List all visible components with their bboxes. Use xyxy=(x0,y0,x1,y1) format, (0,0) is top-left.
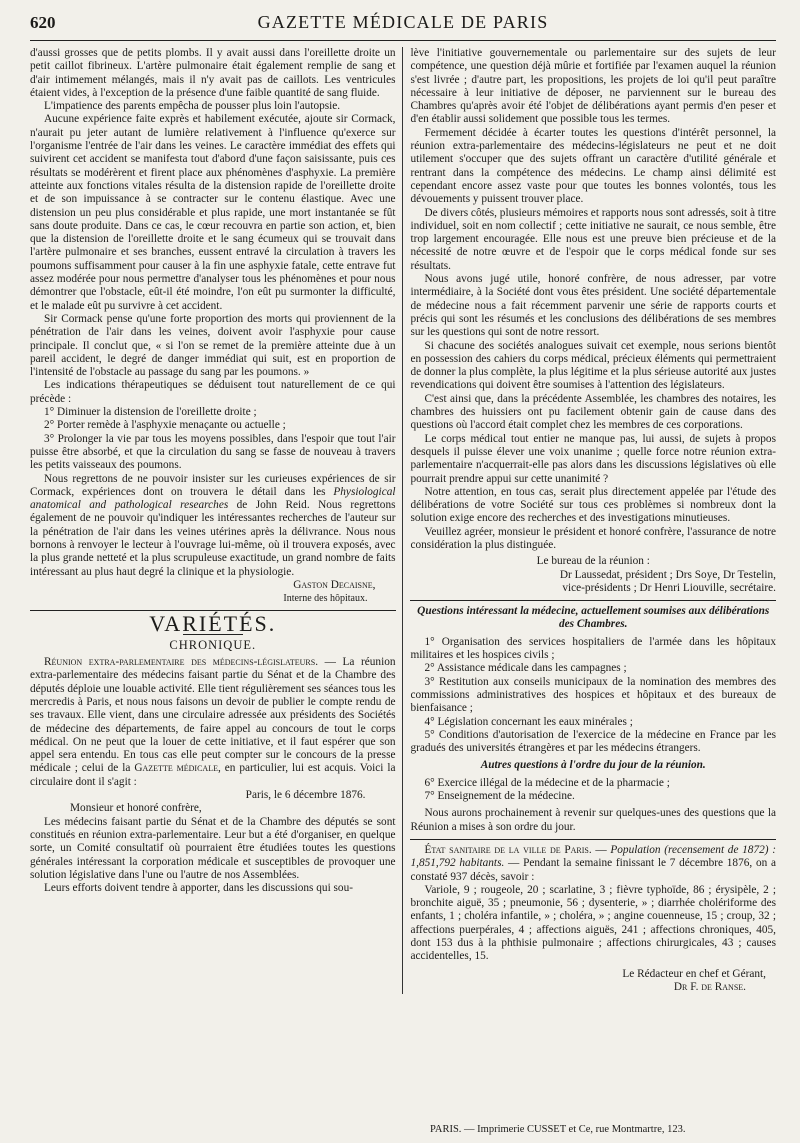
bureau-line: vice-présidents ; Dr Henri Liouville, secrétaire. xyxy=(562,581,776,594)
bureau-heading: Le bureau de la réunion : xyxy=(536,555,650,568)
etat-population: Population (recensement de 1872) : 1,851,792 habitants. xyxy=(410,843,776,870)
etat-title: État sanitaire de la ville de Paris. — xyxy=(424,843,607,856)
bureau-line: Dr Laussedat, président ; Drs Soye, Dr Testelin, xyxy=(559,568,776,581)
etat-list: Variole, 9 ; rougeole, 20 ; scarlatine, 3 ; fièvre typhoïde, 86 ; érysipèle, 2 ; bronchite aiguë, 35 ; pneumonie, 56 ; dysenterie, » ; diarrhée cholériforme des enfants, 1 ; choléra infantile, » ; choléra, » ; angine couenneuse, 15 ; croup, 32 ; affections puerpérales, 4 ; affections aiguës, 241 ; affections chroniques, 405, dont 153 dus à la phthisie pulmonaire ; affections chirurgicales, 43 ; causes accidentelles, 15. xyxy=(410,883,776,963)
regret-text-1: Nous regrettons de ne pouvoir insister sur les curieuses expériences de sir Cormack, expériences dont on trouvera le détail dans les xyxy=(30,472,396,498)
reunion-title: Réunion extra-parlementaire des médecins-législateurs. — xyxy=(44,656,336,669)
page-header xyxy=(30,12,776,41)
list-item: 2° Porter remède à l'asphyxie menaçante ou actuelle ; xyxy=(44,419,286,432)
paragraph: De divers côtés, plusieurs mémoires et rapports nous sont adressés, soit à titre individuel, soit en nom collectif ; cette initiative ne saurait, ce nous semble, être trop largement encouragée. Elle nous est une preuve bien précieuse et de la nécessité de notre œuvre et de l'espoir que le corps médical fonde sur ses résultats. xyxy=(410,206,776,272)
paragraph: Si chacune des sociétés analogues suivait cet exemple, nous serions bientôt en possession des cahiers du corps médical, précieux éléments qui permettraient de donner la plus complète, la plus légitime et la plus sérieuse autorité aux justes revendications qui doivent être soumises à l'attention des législateurs. xyxy=(410,339,776,392)
section-subtitle-chronique: CHRONIQUE. xyxy=(169,637,257,652)
journal-title: GAZETTE MÉDICALE DE PARIS xyxy=(257,12,549,32)
question-item: 5° Conditions d'autorisation de l'exercice de la médecine en France par les gradués des universités étrangères et par les médecins étrangers. xyxy=(410,728,776,755)
section-title-varietes: VARIÉTÉS. xyxy=(149,611,277,637)
right-column xyxy=(410,47,776,994)
questions-title: Questions intéressant la médecine, actuellement soumises aux délibérations des Chambres. xyxy=(417,605,770,631)
imprint: PARIS. — Imprimerie CUSSET et Ce, rue Montmartre, 123. xyxy=(430,1124,686,1135)
left-column xyxy=(30,47,396,994)
etat-text: — Pendant la semaine finissant le 7 décembre 1876, on a constaté 937 décès, savoir : xyxy=(410,857,776,883)
paragraph: Nous avons jugé utile, honoré confrère, de nous adresser, par votre intermédiaire, à la Société dont vous êtes président. Une société départementale de médecine nous a fait récemment parvenir une série de rapports courts et précis qui sont les résumés et les conclusions des délibérations de ses membres sur les questions qui sont de notre ressort. xyxy=(410,273,776,339)
section-divider xyxy=(410,839,776,840)
letter-paragraph: Leurs efforts doivent tendre à apporter, dans les discussions qui sou- xyxy=(44,882,353,895)
gazette-name: Gazette médicale xyxy=(134,762,218,775)
question-item: 3° Restitution aux conseils municipaux de la nomination des membres des commissions administratives des hospices et hôpitaux et des bureaux de bienfaisance ; xyxy=(410,675,776,715)
paragraph: Aucune expérience faite exprès et habilement exécutée, ajoute sir Cormack, n'aurait pu jeter autant de lumière relativement à l'influence qu'exerce sur l'organisme l'entrée de l'air dans les veines. Le caractère immédiat des effets qui suivirent cet accident se manifesta tout d'abord d'une façon saisissante, puis ces résultats se modérèrent et firent place aux phénomènes d'asphyxie. La première atteinte aux fonctions vitales résulta de la distension rapide de l'oreillette droite et de son impuissance à se contracter sur le contenu élastique. Avec une distension un peu plus considérable et plus rapide, une mort instantanée se fût sans doute produite. Dans ce cas, le cœur recouvra en partie son action, et, bien que la distension de l'oreillette droite et le sang écumeux qui se trouvait dans l'artère pulmonaire et ses branches, eussent entravé la circulation à travers les poumons suffisamment pour causer à la fin une asphyxie fatale, cette entrave fut assez modérée pour nous permettre d'analyser tous les phénomènes et pour nous démontrer que l'obstacle, eût-il été moindre, l'on eût pu surmonter la difficulté, et le malade eût pu survivre à cet accident. xyxy=(30,113,396,312)
closing-paragraph: Nous aurons prochainement à revenir sur quelques-unes des questions que la Réunion a mises à son ordre du jour. xyxy=(410,807,776,833)
question-item: 1° Organisation des services hospitaliers de l'armée dans les hôpitaux militaires et les hospices civils ; xyxy=(410,635,776,662)
editor-name: Dr F. de Ranse. xyxy=(673,980,746,993)
list-item: 3° Prolonger la vie par tous les moyens possibles, dans l'espoir que tout l'air puisse être absorbé, et que la circulation du sang se fasse de nouveau à travers les petits vaisseaux des poumons. xyxy=(30,432,396,472)
editor-line: Le Rédacteur en chef et Gérant, xyxy=(622,967,766,980)
paragraph: Les indications thérapeutiques se déduisent tout naturellement de ce qui précède : xyxy=(30,379,396,405)
list-item: 1° Diminuer la distension de l'oreillette droite ; xyxy=(44,406,257,419)
signature: Gaston Decaisne, xyxy=(293,578,376,591)
question-item: 7° Enseignement de la médecine. xyxy=(424,790,575,803)
column-divider xyxy=(402,47,403,994)
letter-salutation: Monsieur et honoré confrère, xyxy=(70,802,202,815)
paragraph: Le corps médical tout entier ne manque pas, lui aussi, de sujets à propos desquels il puisse élever une voix unanime ; quelle force notre réunion extra-parlementaire n'acquerrait-elle pas alors dans les discussions législatives où elle pourrait prendre appui sur cette unanimité ? xyxy=(410,432,776,485)
signature-role: Interne des hôpitaux. xyxy=(283,593,368,605)
etat-paragraph xyxy=(410,844,776,884)
columns xyxy=(30,47,776,994)
reunion-paragraph xyxy=(30,656,396,789)
regret-text-2: de John Reid. Nous regrettons également de ne pouvoir qu'indiquer les intéressantes recherches de l'auteur sur la pénétration de l'air dans les veines utérines après la délivrance. Nous nous bornons à renvoyer le lecteur à l'ouvrage lui-même, où il trouvera exposés, avec la plus grande netteté et la plus scrupuleuse exactitude, un grand nombre de faits intéressant au plus haut degré la clinique et la physiologie. xyxy=(30,499,396,578)
paragraph: Fermement décidée à écarter toutes les questions d'intérêt personnel, la réunion extra-parlementaire des médecins-législateurs ne peut et ne doit utilement s'occuper que des sujets offrant un caractère d'utilité générale et rentrant dans la compétence des médecins. Le champ ainsi délimité est cependant encore assez vaste pour que toutes les bonnes volontés, tous les dévouements y puissent trouver place. xyxy=(410,126,776,206)
paragraph: L'impatience des parents empêcha de pousser plus loin l'autopsie. xyxy=(44,100,341,113)
book-title: Physiological anatomical and pathological researches xyxy=(30,485,396,512)
page-number: 620 xyxy=(30,13,56,32)
paragraph: C'est ainsi que, dans la précédente Assemblée, les chambres des notaires, les chambres des huissiers ont pu facilement obtenir gain de cause dans des questions où l'accord était complet chez les membres de ces corporations. xyxy=(410,392,776,432)
question-item: 6° Exercice illégal de la médecine et de la pharmacie ; xyxy=(424,776,670,789)
question-item: 2° Assistance médicale dans les campagnes ; xyxy=(424,662,627,675)
paragraph-regret xyxy=(30,473,396,579)
letter-paragraph: Les médecins faisant partie du Sénat et de la Chambre des députés se sont constitués en réunion extra-parlementaire. Leur but a été d'organiser, en quelque sorte, un Comité consultatif où pourraient être étudiées toutes les questions générales intéressant la corporation médicale et susceptibles de provoquer une solution législative dans l'une ou l'autre de nos Assemblées. xyxy=(30,815,396,881)
paragraph: Sir Cormack pense qu'une forte proportion des morts qui proviennent de la pénétration de l'air dans les veines, doivent avoir l'asphyxie pour cause principale. Il conclut que, « si l'on se remet de la première atteinte due à un pareil accident, le degré de danger immédiat qui suit, est en proportion de l'intensité de l'obstacle au passage du sang par les poumons. » xyxy=(30,312,396,379)
paragraph: lève l'initiative gouvernementale ou parlementaire sur des sujets de leur compétence, une question déjà mûrie et fortifiée par l'examen auquel la réunion s'est livrée ; d'autre part, les propositions, les projets de loi qu'il peut paraître nécessaire à leur initiative de déposer, ne parviennent sur le bureau des Chambres qu'après avoir été l'objet de délibérations ayant permis d'en peser et d'en établir aussi solidement que possible tous les termes. xyxy=(410,47,776,126)
paragraph: Veuillez agréer, monsieur le président et honoré confrère, l'assurance de notre considération la plus distinguée. xyxy=(410,525,776,551)
section-divider xyxy=(410,600,776,601)
question-item: 4° Législation concernant les eaux minérales ; xyxy=(424,715,633,728)
paragraph: Notre attention, en tous cas, serait plus directement appelée par l'étude des délibérations de votre Société sur tous ces problèmes si nombreux dont la solution exige encore des recherches et des investigations minutieuses. xyxy=(410,485,776,525)
reunion-text-end: , en particulier, lui est acquis. Voici la circulaire dont il s'agit : xyxy=(30,762,396,788)
reunion-text: La réunion extra-parlementaire des médecins faisant partie du Sénat et de la Chambre des députés déploie une louable activité. Elle tient régulièrement ses séances tous les mercredis à Paris, et nous nous faisons un devoir de publier le compte rendu de ses travaux. Elle vient, dans une circulaire adressée aux présidents des Sociétés de médecine des départements, de faire appel au concours de tout le corps médical. On ne peut que la louer de cette initiative, et il faut espérer que son appel sera entendu. En tous cas elle peut compter sur le concours de la presse médicale ; celui de la xyxy=(30,656,396,775)
letter-date: Paris, le 6 décembre 1876. xyxy=(245,789,366,802)
other-questions-title: Autres questions à l'ordre du jour de la réunion. xyxy=(480,759,706,772)
paragraph: d'aussi grosses que de petits plombs. Il y avait aussi dans l'oreillette droite un petit caillot fibrineux. L'artère pulmonaire était également remplie de sang et d'air intimement mélangés, mais il n'y avait pas de caillots. Les ventricules étaient vides, à l'exception de la présence d'une faible quantité de sang fluide. xyxy=(30,47,396,99)
